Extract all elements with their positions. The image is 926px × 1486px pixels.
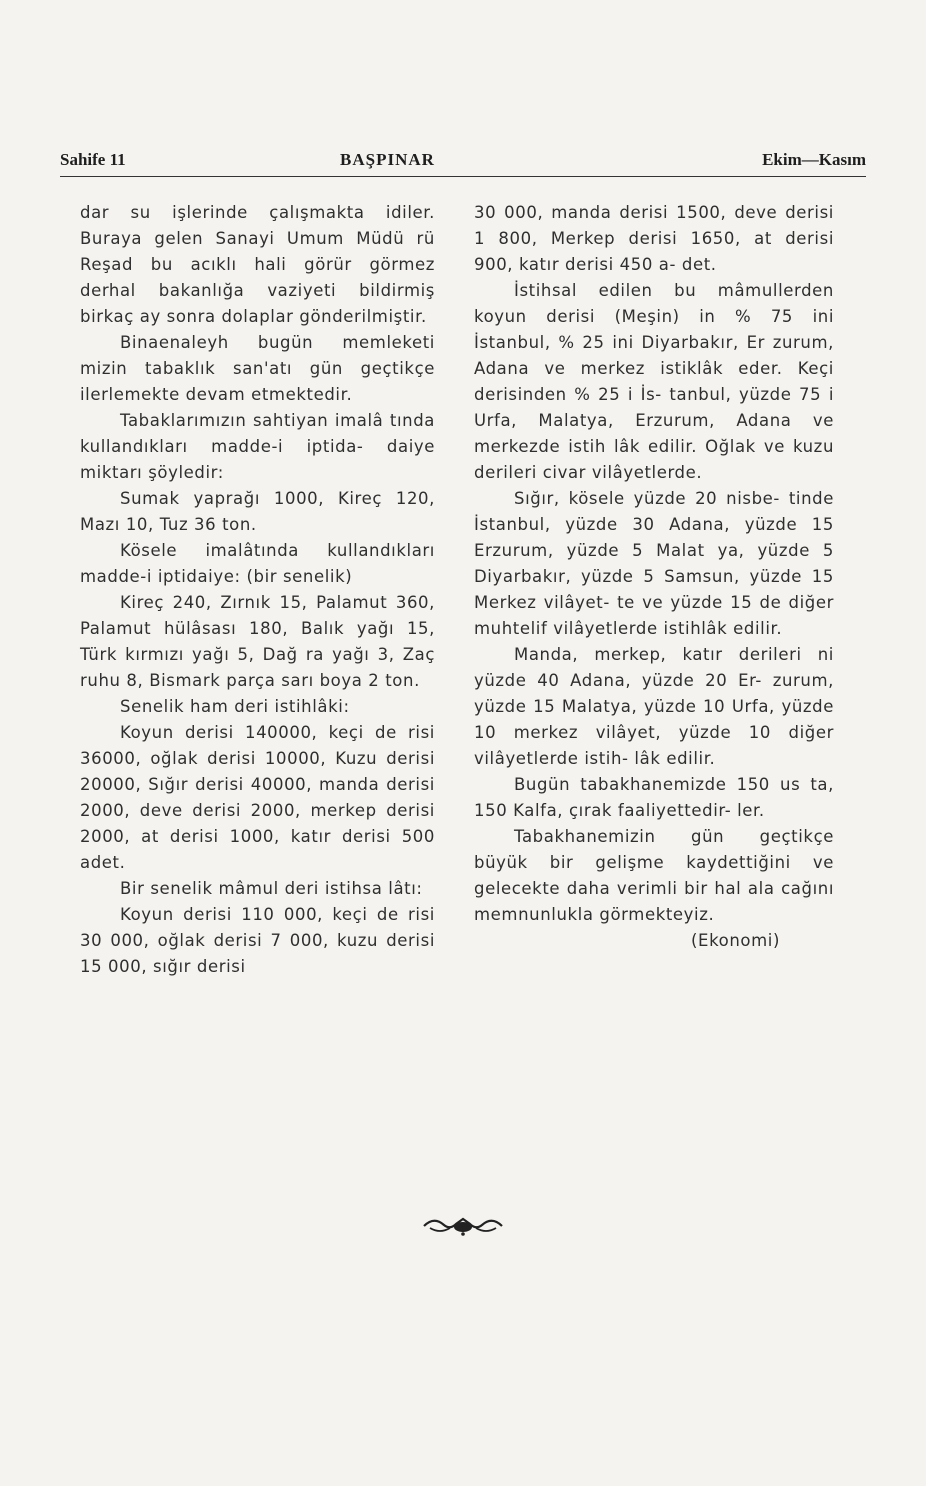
paragraph: Manda, merkep, katır derileri ni yüzde 40 Adana, yüzde 20 Er- zurum, yüzde 15 Malatya, yüzde 10 Urfa, yüzde 10 merkez vilâyet, yüzde 10 diğer vilâyetlerde istih- lâk edilir. (474, 645, 834, 768)
decorative-ornament-icon (420, 1212, 506, 1238)
paragraph: Binaenaleyh bugün memleketi mizin tabaklık san'atı gün geçtikçe ilerlemekte devam etmektedir. (80, 333, 435, 404)
paragraph: Kösele imalâtında kullandıkları madde-i iptidaiye: (bir senelik) (80, 541, 435, 586)
paragraph: 30 000, manda derisi 1500, deve derisi 1 800, Merkep derisi 1650, at derisi 900, katır derisi 450 a- det. (474, 203, 834, 274)
paragraph: İstihsal edilen bu mâmullerden koyun derisi (Meşin) in % 75 ini İstanbul, % 25 ini Diyarbakır, Er zurum, Adana ve merkez istiklâk eder. Keçi derisinden % 25 i İs- tanbul, yüzde 75 i Urfa, Malatya, Erzurum, Adana ve merkezde istih lâk edilir. Oğlak ve kuzu derileri civar vilâyetlerde. (474, 281, 834, 482)
paragraph: Sumak yaprağı 1000, Kireç 120, Mazı 10, Tuz 36 ton. (80, 489, 435, 534)
paragraph: Tabakhanemizin gün geçtikçe büyük bir gelişme kaydettiğini ve gelecekte daha verimli bir hal ala cağını memnunlukla görmekteyiz. (474, 827, 834, 924)
page-number: Sahife 11 (60, 150, 126, 169)
paragraph: Sığır, kösele yüzde 20 nisbe- tinde İstanbul, yüzde 30 Adana, yüzde 15 Erzurum, yüzde 5 Malat ya, yüzde 5 Diyarbakır, yüzde 5 Samsun, yüzde 15 Merkez vilâyet- te ve yüzde 15 de diğer muhtelif vilâyetlerde istihlâk edilir. (474, 489, 834, 638)
paragraph: Koyun derisi 140000, keçi de risi 36000, oğlak derisi 10000, Kuzu derisi 20000, Sığır derisi 40000, manda derisi 2000, deve derisi 2000, merkep derisi 2000, at derisi 1000, katır derisi 500 adet. (80, 723, 435, 872)
magazine-title: BAŞPINAR (340, 150, 435, 169)
paragraph: Bugün tabakhanemizde 150 us ta, 150 Kalfa, çırak faaliyettedir- ler. (474, 775, 834, 820)
left-column (80, 200, 435, 980)
header-divider (60, 176, 866, 177)
paragraph: Kireç 240, Zırnık 15, Palamut 360, Palamut hülâsası 180, Balık yağı 15, Türk kırmızı yağı 5, Dağ ra yağı 3, Zaç ruhu 8, Bismark parça sarı boya 2 ton. (80, 593, 435, 690)
issue-date: Ekim—Kasım (762, 150, 866, 169)
paragraph: Tabaklarımızın sahtiyan imalâ tında kullandıkları madde-i iptida- daiye miktarı şöyledir: (80, 411, 435, 482)
paragraph: dar su işlerinde çalışmakta idiler. Buraya gelen Sanayi Umum Müdü rü Reşad bu acıklı hali görür görmez derhal bakanlığa vaziyeti bildirmiş birkaç ay sonra dolaplar gönderilmiştir. (80, 203, 435, 326)
signature: (Ekonomi) (691, 931, 780, 950)
paragraph: Bir senelik mâmul deri istihsa lâtı: (120, 879, 423, 898)
right-column (474, 200, 834, 954)
page-header (60, 150, 866, 176)
paragraph: Senelik ham deri istihlâki: (120, 697, 350, 716)
paragraph: Koyun derisi 110 000, keçi de risi 30 000, oğlak derisi 7 000, kuzu derisi 15 000, sığır derisi (80, 905, 435, 976)
